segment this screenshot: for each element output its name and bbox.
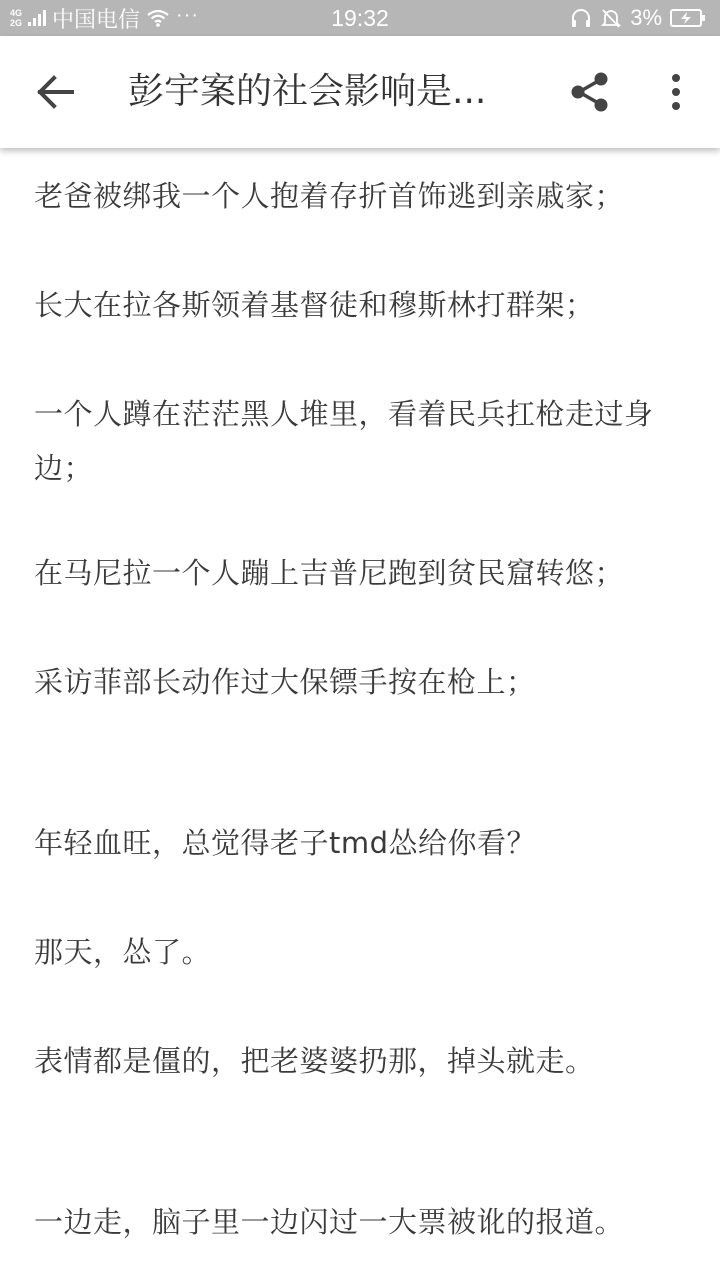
app-bar [0,36,720,148]
article-paragraph: 一个人蹲在茫茫黑人堆里，看着民兵扛枪走过身边； [34,397,654,485]
network-type-top: 4G [10,8,23,18]
battery-charging-icon [670,9,706,27]
share-button[interactable] [564,66,616,118]
page-title: 彭宇案的社会影响是... [128,71,487,112]
carrier-name: 中国电信 [52,6,141,32]
article-paragraph: 长大在拉各斯领着基督徒和穆斯林打群架； [34,288,595,322]
silent-bell-icon [600,7,622,29]
article-paragraph: 一边走，脑子里一边闪过一大票被讹的报道。 [34,1205,625,1239]
battery-percent: 3% [630,5,662,30]
status-bar [0,0,720,36]
article-paragraph: 在马尼拉一个人蹦上吉普尼跑到贫民窟转悠； [34,556,625,590]
network-type-bottom: 2G [10,18,23,28]
status-time: 19:32 [331,5,389,31]
article-paragraph: 表情都是僵的，把老婆婆扔那，掉头就走。 [34,1044,595,1078]
share-icon [564,66,616,118]
status-more: ··· [176,3,200,26]
article-paragraph: 年轻血旺，总觉得老子tmd怂给你看？ [34,826,537,860]
article-paragraph: 采访菲部长动作过大保镖手按在枪上； [34,665,536,699]
article-paragraph: 那天，怂了。 [34,935,212,969]
more-vertical-icon [652,66,700,118]
overflow-menu-button[interactable] [652,66,700,118]
headset-icon [570,7,592,29]
article-paragraph: 老爸被绑我一个人抱着存折首饰逃到亲戚家； [34,179,625,213]
back-button[interactable] [28,68,84,116]
arrow-left-icon [28,68,84,116]
status-right [570,0,706,36]
